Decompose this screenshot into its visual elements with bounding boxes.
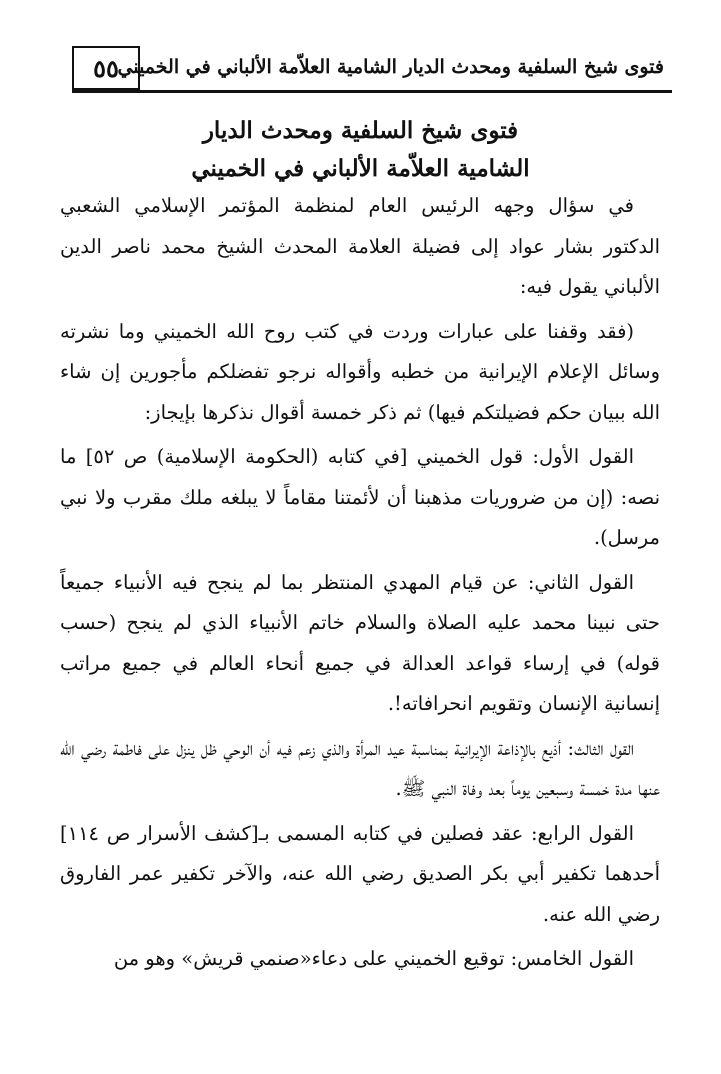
header-rule [72,90,672,93]
body-text [60,186,660,984]
paragraph-saying-3: القول الثالث: أذيع بالإذاعة الإيرانية بمناسبة عيد المرأة والذي زعم فيه أن الوحي ظل ينزل على فاطمة رضي الله عنها مدة خمسة وسبعين يوماً بعد وفاة النبي ﷺ. [60,736,660,800]
running-title: فتوى شيخ السلفية ومحدث الديار الشامية العلاّمة الألباني في الخميني [117,56,664,78]
section-title-line-1: فتوى شيخ السلفية ومحدث الديار [202,117,519,144]
paragraph-saying-5: القول الخامس: توقيع الخميني على دعاء«صنمي قريش» وهو من [113,947,634,970]
paragraph-saying-1: القول الأول: قول الخميني [في كتابه (الحكومة الإسلامية) ص ٥٢] ما نصه: (إن من ضروريات مذهبنا أن لأئمتنا مقاماً لا يبلغه ملك مقرب ولا نبي مرسل). [60,445,660,549]
paragraph-saying-2: القول الثاني: عن قيام المهدي المنتظر بما لم ينجح فيه الأنبياء جميعاً حتى نبينا محمد عليه الصلاة والسلام خاتم الأنبياء الذي لم ينجح (حسب قوله) في إرساء قواعد العدالة في جميع أنحاء العالم في جميع مراتب إنسانية الإنسان وتقويم انحرافاته!. [60,570,660,715]
page-number: ٥٥ [93,53,119,83]
running-header [72,46,672,92]
section-title-line-2: الشامية العلاّمة الألباني في الخميني [191,155,530,182]
paragraph-question: (فقد وقفنا على عبارات وردت في كتب روح الله الخميني وما نشرته وسائل الإعلام الإيرانية من خطبه وأقواله نرجو تفضلكم مأجورين إن شاء الله ببيان حكم فضيلتكم فيها) ثم ذكر خمسة أقوال نذكرها بإيجاز: [60,319,660,424]
paragraph-saying-4: القول الرابع: عقد فصلين في كتابه المسمى بـ[كشف الأسرار ص ١١٤] أحدهما تكفير أبي بكر الصديق رضي الله عنه، والآخر تكفير عمر الفاروق رضي الله عنه. [60,821,660,926]
section-title [60,112,661,188]
paragraph-intro: في سؤال وجهه الرئيس العام لمنظمة المؤتمر الإسلامي الشعبي الدكتور بشار عواد إلى فضيلة العلامة المحدث الشيخ محمد ناصر الدين الألباني يقول فيه: [60,194,660,298]
